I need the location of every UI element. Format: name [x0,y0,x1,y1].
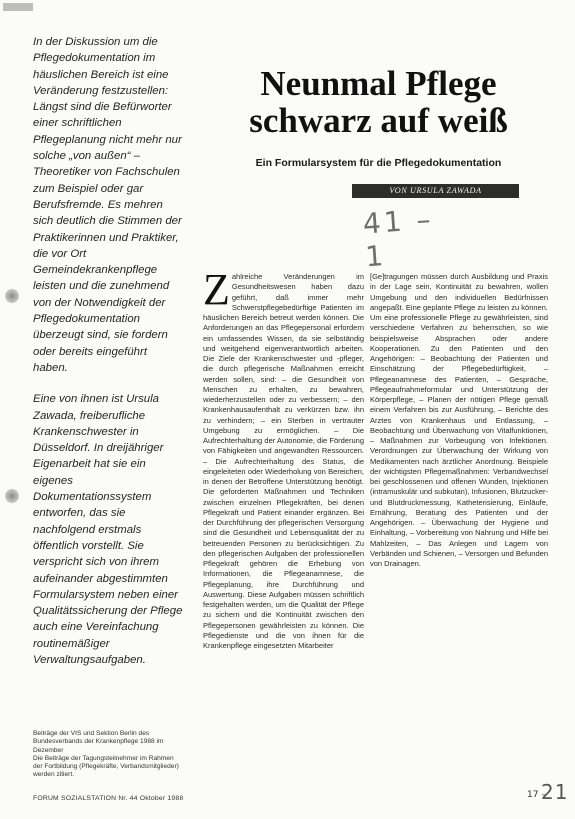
author-byline: VON URSULA ZAWADA [352,184,519,198]
footnote-line-1: Beiträge der VIS und Sektion Berlin des Bundesverbands der Krankenpflege 1988 im Dezember [33,730,164,754]
intro-text [33,34,183,683]
footnote [33,730,183,780]
headline-line-1: Neunmal Pflege [260,64,497,103]
punch-hole [5,489,19,503]
body-column-middle [203,265,364,651]
handwritten-page-number: 21 [541,780,569,804]
intro-paragraph-1: In der Diskussion um die Pflegedokumentation im häuslichen Bereich ist eine Veränderung festzustellen: Längst sind die Befürworter einer schriftlichen Pflegeplanung nicht mehr nur solche „von außen“ – Theoretiker von Fachschulen zum Beispiel oder gar Berufsfremde. Es mehren sich deutlich die Stimmen der Praktikerinnen und Praktiker, die vor Ort Gemeindekrankenpflege leisten und die zunehmend von der Notwendigkeit der Pflegedokumentation überzeugt sind, sie fordern oder bereits eingeführt haben. [33,36,182,374]
drop-cap: Z [203,265,230,314]
scan-corner-mark [3,3,33,11]
article-headline [206,65,551,139]
publication-footer: FORUM SOZIALSTATION Nr. 44 Oktober 1988 [33,795,184,802]
headline-line-2: schwarz auf weiß [249,101,508,140]
body-column-right [370,272,548,569]
body-text-right: [Ge]tragungen müssen durch Ausbildung und Praxis in der Lage sein, Kontinuität zu bewahren, wollen Umgebung und den individuellen Bedürfnissen angepaßt. Eine geplante Pflege zu leisten zu können. Um eine professionelle Pflege zu gewährleisten, sind verschiedene Verfahren zu beherrschen, so wie beispielsweise Absprachen oder andere Kooperationen. Zu den Patienten und den Angehörigen: – Beobachtung der Patienten und Einschätzung der Pflegebedürftigkeit, – Pflegeanamnese des Patienten, – Gespräche, Pflegeaufnahmeformular und Unterstützung der Körperpflege, – Planen der nötigen Pflege gemäß einem Verfahren bis zur Ausführung, – Berichte des Arztes von Krankenhaus und Entlassung, – Beobachtung und Überwachung von Vitalfunktionen, – Maßnahmen zur Vorbeugung von Infektionen. Verordnungen zur Überwachung der Wirkung von Medikamenten nach ärztlicher Anordnung. Beispiele der wichtigsten Pflegemaßnahmen: Verbandwechsel bei geschlossenen und offenen Wunden, Injektionen (intramuskulär und subkutan), Infusionen, Blutzucker- und Blutdruckmessung, Katheterisierung, Einläufe, Ernährung, Beratung des Patienten und der Angehörigen. – Überwachung der Hygiene und Einhaltung, – Vorbereitung von Nahrung und Hilfe bei Mahlzeiten, – Das Anlegen und Lagern von Verbänden und Schienen, – Versorgen und Befunden von Drainagen. [370,272,548,568]
punch-hole [5,289,19,303]
body-text-middle: ahlreiche Veränderungen im Gesundheitswesen haben dazu geführt, daß immer mehr Schwerstpflegebedürftige Patienten im häuslichen Bereich betreut werden können. Die Anforderungen an das Pflegepersonal erfordern ein umfassendes Wissen, da sie selbständig und weitgehend eigenverantwortlich arbeiten. Die Ziele der Krankenschwester und -pfleger, die durch pflegerische Maßnahmen erreicht werden sollen, sind: – die Gesundheit von Menschen zu erhalten, zu bewahren, wiederherzustellen oder zu verbessern; – den Krankenhausaufenthalt zu verkürzen bzw. ihn zu verhindern; – ein Sterben in vertrauter Umgebung zu ermöglichen. – Die Aufrechterhaltung der Autonomie, die Förderung von Fähigkeiten und angewandten Ressourcen. – Die Aufrechterhaltung des Status, die eingeleiteten oder Wiederholung von Bereichen, in denen der Betroffene Unterstützung benötigt. Die geforderten Maßnahmen und Techniken zwischen einzelnen Pflegekräften, bei denen Pflegekraft und Patient einander ergänzen. Bei der Durchführung der pflegerischen Versorgung sind die Gesundheit und Lebensqualität der zu betreuenden Personen zu berücksichtigen. Zu den pflegerischen Aufgaben der professionellen Pflegekraft gehören die Erhebung von Informationen, die Pflegeanamnese, die Pflegeplanung, ihre Durchführung und Auswertung. Diese Aufgaben müssen schriftlich festgehalten werden, um die Qualität der Pflege zu sichern und die Kontinuität zwischen den Pflegepersonen gewährleisten zu können. Die Pflegedienste und die von ihnen für die Krankenpflege eingesetzten Mitarbeiter [203,272,364,650]
footnote-line-2: Die Beiträge der Tagungsteilnehmer im Rahmen der Fortbildung (Pflegekräfte, Verbandsmitglieder) werden zitiert. [33,754,179,779]
handwritten-note: 41 – 1 [361,202,435,274]
intro-paragraph-2: Eine von ihnen ist Ursula Zawada, freiberufliche Krankenschwester in Düsseldorf. In dreijähriger Eigenarbeit hat sie ein eigenes Dokumentationssystem entworfen, das sie nachfolgend erstmals öffentlich vorstellt. Sie verspricht sich von ihrem aufeinander abgestimmten Formularsystem neben einer Qualitätssicherung der Pflege auch eine Vereinfachung routinemäßiger Verwaltungsaufgaben. [33,393,183,666]
page-number: 17 – [527,790,546,800]
article-subtitle: Ein Formularsystem für die Pflegedokumentation [255,157,502,169]
